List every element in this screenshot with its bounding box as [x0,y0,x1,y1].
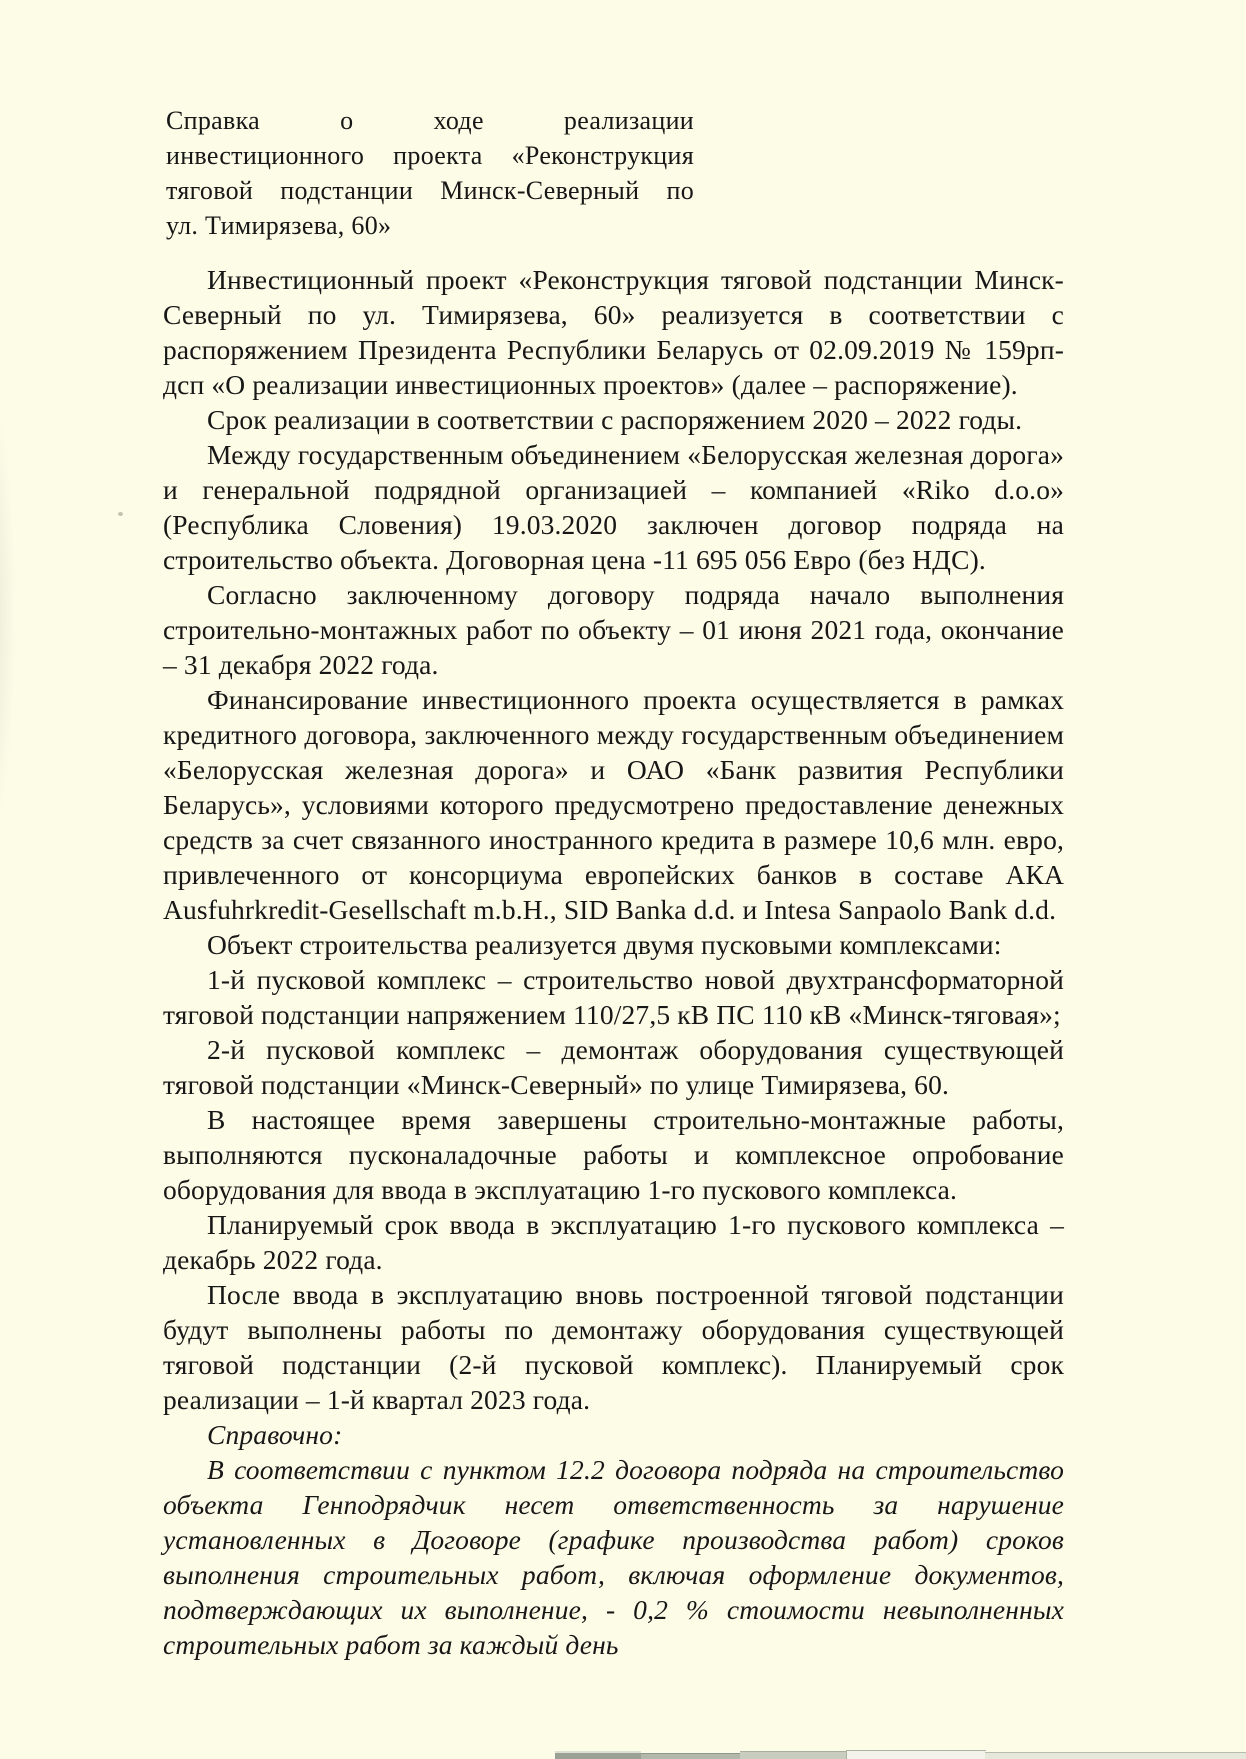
document-title [166,103,694,243]
paragraph: После ввода в эксплуатацию вновь построенной тяговой подстанции будут выполнены работы по демонтажу оборудования существующей тяговой подстанции (2-й пусковой комплекс). Планируемый срок реализации – 1-й квартал 2023 года. [163,1279,1064,1415]
title-line: инвестиционного проекта «Реконструкция [166,141,694,170]
paragraph: В настоящее время завершены строительно-монтажные работы, выполняются пусконаладочные работы и комплексное опробование оборудования для ввода в эксплуатацию 1-го пускового комплекса. [163,1104,1064,1205]
paragraph: 1-й пусковой комплекс – строительство новой двухтрансформаторной тяговой подстанции напряжением 110/27,5 кВ ПС 110 кВ «Минск-тяговая»; [163,964,1064,1030]
scan-speck-artifact [118,512,123,516]
scan-smudge-artifact [0,380,16,850]
paragraph: В соответствии с пунктом 12.2 договора подряда на строительство объекта Генподрядчик несет ответственность за нарушение установленных в Договоре (графике производства работ) сроков выполнения строительных работ, включая оформление документов, подтверждающих их выполнение, - 0,2 % стоимости невыполненных строительных работ за каждый день [163,1454,1064,1660]
paragraph: Между государственным объединением «Белорусская железная дорога» и генеральной подрядной организацией – компанией «Riko d.o.o» (Республика Словения) 19.03.2020 заключен договор подряда на строительство объекта. Договорная цена -11 695 056 Евро (без НДС). [163,439,1064,575]
background-window-slivers [0,1749,1246,1759]
window-sliver [846,1750,986,1759]
paragraph: Инвестиционный проект «Реконструкция тяговой подстанции Минск-Северный по ул. Тимирязева, 60» реализуется в соответствии с распоряжением Президента Республики Беларусь от 02.09.2019 № 159рп-дсп «О реализации инвестиционных проектов» (далее – распоряжение). [163,264,1064,400]
title-line: ул. Тимирязева, 60» [166,211,392,240]
window-sliver [985,1752,1246,1759]
title-line: Справка о ходе реализации [166,106,694,135]
document-body [163,262,1064,1662]
paragraph: Объект строительства реализуется двумя пусковыми комплексами: [207,929,1002,960]
paragraph: Финансирование инвестиционного проекта осуществляется в рамках кредитного договора, заключенного между государственным объединением «Белорусская железная дорога» и ОАО «Банк развития Республики Беларусь», условиями которого предусмотрено предоставление денежных средств за счет связанного иностранного кредита в размере 10,6 млн. евро, привлеченного от консорциума европейских банков в составе АКА Ausfuhrkredit-Gesellschaft m.b.H., SID Banka d.d. и Intesa Sanpaolo Bank d.d. [163,684,1064,925]
window-sliver [740,1751,846,1759]
window-sliver [555,1751,641,1759]
paragraph: Срок реализации в соответствии с распоряжением 2020 – 2022 годы. [207,404,1023,435]
title-line: тяговой подстанции Минск-Северный по [166,176,694,205]
paragraph: Планируемый срок ввода в эксплуатацию 1-го пускового комплекса – декабрь 2022 года. [163,1209,1064,1275]
window-sliver [641,1753,740,1759]
paragraph: Согласно заключенному договору подряда начало выполнения строительно-монтажных работ по объекту – 01 июня 2021 года, окончание – 31 декабря 2022 года. [163,579,1064,680]
paragraph: 2-й пусковой комплекс – демонтаж оборудования существующей тяговой подстанции «Минск-Северный» по улице Тимирязева, 60. [163,1034,1064,1100]
paragraph: Справочно: [207,1419,343,1450]
